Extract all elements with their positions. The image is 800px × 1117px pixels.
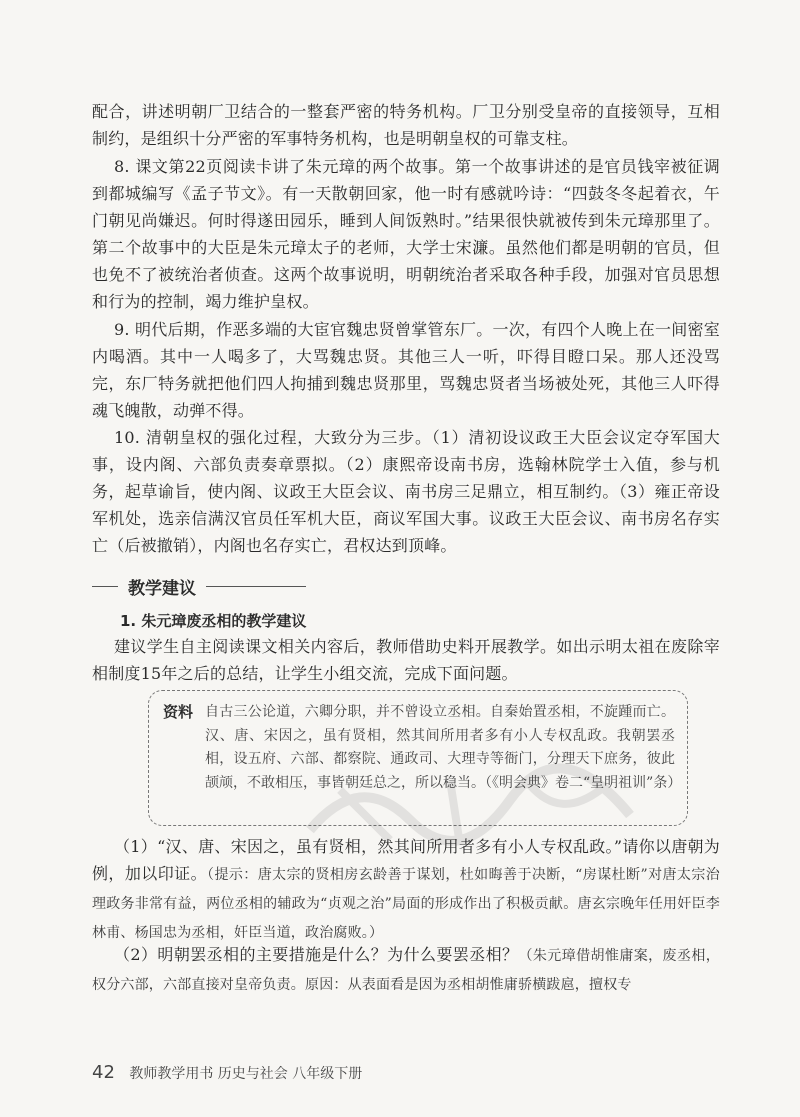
section-intro-paragraph: 建议学生自主阅读课文相关内容后，教师借助史料开展教学。如出示明太祖在废除宰相制度15年之后的总结，让学生小组交流，完成下面问题。 (92, 637, 720, 683)
book-title: 教师教学用书 历史与社会 八年级下册 (129, 1066, 363, 1082)
intro-paragraph: 配合，讲述明朝厂卫结合的一整套严密的特务机构。厂卫分别受皇帝的直接领导，互相制约，是组织十分严密的军事特务机构，也是明朝皇权的可靠支柱。 (92, 102, 720, 148)
section-heading (92, 572, 332, 600)
page-number: 42 (92, 1062, 115, 1083)
question-2-text: （2）明朝罢丞相的主要措施是什么？为什么要罢丞相？ (114, 945, 519, 964)
subsection-title: 1. 朱元璋废丞相的教学建议 (120, 612, 307, 630)
heading-rule-right (206, 586, 306, 587)
source-text: 自古三公论道，六卿分职，并不曾设立丞相。自秦始置丞相，不旋踵而亡。汉、唐、宋因之，虽有贤相，然其间所用者多有小人专权乱政。我朝罢丞相，设五府、六部、都察院、通政司、大理寺等衙门，分理天下庶务，彼此颉颃，不敢相压，事皆朝廷总之，所以稳当。（《明会典》卷二“皇明祖训”条） (205, 704, 682, 791)
heading-rule-left (92, 586, 118, 587)
question-1-hint: （提示：唐太宗的贤相房玄龄善于谋划，杜如晦善于决断，“房谋杜断”对唐太宗治理政务非常有益，两位丞相的辅政为“贞观之治”局面的形成作出了积极贡献。唐玄宗晚年任用奸臣李林甫、杨国忠为丞相，奸臣当道，政治腐败。） (92, 867, 720, 941)
section-title: 教学建议 (128, 578, 196, 599)
question-1-text: （1）“汉、唐、宋因之，虽有贤相，然其间所用者多有小人专权乱政。”请你以唐朝为例，加以印证。 (92, 837, 720, 883)
question-1 (92, 833, 720, 947)
page-footer (92, 1062, 362, 1083)
question-2-hint: （朱元璋借胡惟庸案，废丞相，权分六部，六部直接对皇帝负责。原因：从表面看是因为丞相胡惟庸骄横跋扈，擅权专 (92, 948, 720, 993)
question-2 (92, 941, 720, 999)
source-tag: 资料 (163, 703, 194, 721)
paragraph-8: 8. 课文第22页阅读卡讲了朱元璋的两个故事。第一个故事讲述的是官员钱宰被征调到都城编写《孟子节文》。有一天散朝回家，他一时有感就吟诗：“四鼓冬冬起着衣，午门朝见尚嫌迟。何时得遂田园乐，睡到人间饭熟时。”结果很快就被传到朱元璋那里了。第二个故事中的大臣是朱元璋太子的老师，大学士宋濂。虽然他们都是明朝的官员，但也免不了被统治者侦查。这两个故事说明，明朝统治者采取各种手段，加强对官员思想和行为的控制，竭力维护皇权。 (92, 157, 720, 311)
paragraph-10: 10. 清朝皇权的强化过程，大致分为三步。（1）清初设议政王大臣会议定夺军国大事，设内阁、六部负责奏章票拟。（2）康熙帝设南书房，选翰林院学士入值，参与机务，起草谕旨，使内阁、议政王大臣会议、南书房三足鼎立，相互制约。（3）雍正帝设军机处，选亲信满汉官员任军机大臣，商议军国大事。议政王大臣会议、南书房名存实亡（后被撤销），内阁也名存实亡，君权达到顶峰。 (92, 428, 720, 555)
paragraph-9: 9. 明代后期，作恶多端的大宦官魏忠贤曾掌管东厂。一次，有四个人晚上在一间密室内喝酒。其中一人喝多了，大骂魏忠贤。其他三人一听，吓得目瞪口呆。那人还没骂完，东厂特务就把他们四人拘捕到魏忠贤那里，骂魏忠贤者当场被处死，其他三人吓得魂飞魄散，动弹不得。 (92, 320, 720, 420)
